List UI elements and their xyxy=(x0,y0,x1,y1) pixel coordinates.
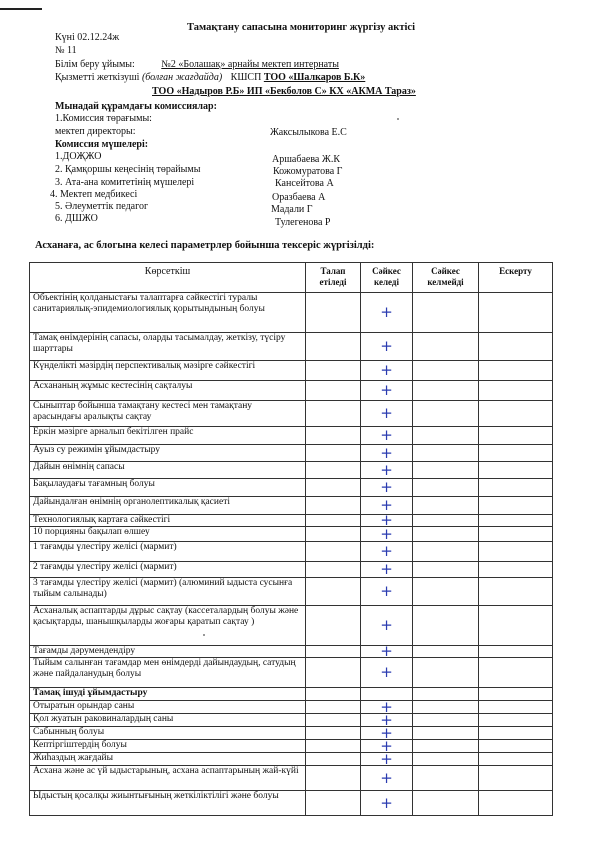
member-name: Аршабаева Ж.К xyxy=(272,154,340,165)
compliant-mark: + xyxy=(361,293,413,333)
compliant-mark: + xyxy=(361,361,413,381)
supplier-kshsp: КШСП xyxy=(230,72,262,83)
supplier-line-2: ТОО «Надыров Р.Б» ИП «Бекболов С» КХ «АКМА Тараз» xyxy=(152,86,416,97)
supplier-label: Қызметті жеткізуші xyxy=(55,72,140,83)
note-cell xyxy=(479,333,553,361)
note-cell xyxy=(479,646,553,658)
compliant-mark: + xyxy=(361,658,413,688)
table-row xyxy=(30,542,553,562)
top-rule xyxy=(0,8,42,10)
compliant-mark: + xyxy=(361,542,413,562)
criterion-cell: Тыйым салынған тағамдар мен өнімдерді дайындаудың, сатудың және пайдаланудың болуы xyxy=(30,658,306,688)
required-cell xyxy=(306,527,361,542)
page-title: Тамақтану сапасына мониторинг жүргізу актісі xyxy=(187,22,415,33)
table-row xyxy=(30,527,553,542)
compliant-mark: + xyxy=(361,714,413,727)
criterion-cell: 3 тағамды үлестіру желісі (мармит) (алюминий ыдыста сусынға тыйым салынады) xyxy=(30,578,306,606)
criterion-cell: Бақылаудағы тағамның болуы xyxy=(30,479,306,497)
member-name: Тулегенова Р xyxy=(275,217,331,228)
noncompliant-cell xyxy=(413,701,479,714)
noncompliant-cell xyxy=(413,766,479,791)
member-role: 6. ДШЖО xyxy=(55,213,98,224)
note-cell xyxy=(479,701,553,714)
compliant-mark: + xyxy=(361,462,413,479)
criterion-cell: Тамақ өнімдерінің сапасы, оларды тасымалдау, жеткізу, түсіру шарттары xyxy=(30,333,306,361)
note-cell xyxy=(479,791,553,816)
criterion-cell: Ыдыстың қосалқы жиынтығының жеткіліктілігі және болуы xyxy=(30,791,306,816)
required-cell xyxy=(306,578,361,606)
criterion-cell: Ауыз су режимін ұйымдастыру xyxy=(30,445,306,462)
criterion-cell: Кептіргіштердің болуы xyxy=(30,740,306,753)
inspection-table xyxy=(29,262,553,816)
criterion-cell: Жиһаздың жағдайы xyxy=(30,753,306,766)
noncompliant-cell xyxy=(413,727,479,740)
table-row xyxy=(30,727,553,740)
note-cell xyxy=(479,542,553,562)
note-cell xyxy=(479,753,553,766)
noncompliant-cell xyxy=(413,542,479,562)
required-cell xyxy=(306,753,361,766)
noncompliant-cell xyxy=(413,658,479,688)
note-cell xyxy=(479,727,553,740)
speck xyxy=(397,118,399,120)
required-cell xyxy=(306,646,361,658)
noncompliant-cell xyxy=(413,740,479,753)
required-cell xyxy=(306,497,361,515)
table-row xyxy=(30,361,553,381)
number-line: № 11 xyxy=(55,45,77,56)
note-cell xyxy=(479,740,553,753)
noncompliant-cell xyxy=(413,753,479,766)
required-cell xyxy=(306,333,361,361)
note-cell xyxy=(479,381,553,401)
required-cell xyxy=(306,606,361,646)
criterion-cell: Асхана және ас үй ыдыстарының, асхана аспаптарының жай-күйі xyxy=(30,766,306,791)
org-label: Білім беру ұйымы: xyxy=(55,59,135,70)
criterion-cell: Сыныптар бойынша тамақтану кестесі мен тамақтану арасындағы аралықты сақтау xyxy=(30,401,306,427)
note-cell xyxy=(479,714,553,727)
compliant-mark: + xyxy=(361,753,413,766)
compliant-mark: + xyxy=(361,740,413,753)
required-cell xyxy=(306,766,361,791)
col-header-noncompliant: Сәйкес келмейді xyxy=(413,263,479,293)
noncompliant-cell xyxy=(413,562,479,578)
table-row xyxy=(30,381,553,401)
table-section-row xyxy=(30,688,553,701)
note-cell xyxy=(479,445,553,462)
note-cell xyxy=(479,578,553,606)
table-row xyxy=(30,714,553,727)
noncompliant-cell xyxy=(413,445,479,462)
criterion-cell: Сабынның болуы xyxy=(30,727,306,740)
note-cell xyxy=(479,688,553,701)
col-header-criterion: Көрсеткіш xyxy=(30,263,306,293)
member-name: Мадали Г xyxy=(271,204,313,215)
compliant-mark: + xyxy=(361,646,413,658)
member-role: 4. Мектеп медбикесі xyxy=(50,189,138,200)
compliant-mark: + xyxy=(361,527,413,542)
compliant-mark: + xyxy=(361,727,413,740)
compliant-mark: + xyxy=(361,515,413,527)
table-header-row xyxy=(30,263,553,293)
criterion-cell: 2 тағамды үлестіру желісі (мармит) xyxy=(30,562,306,578)
noncompliant-cell xyxy=(413,578,479,606)
required-cell xyxy=(306,688,361,701)
compliant-mark: + xyxy=(361,766,413,791)
required-cell xyxy=(306,562,361,578)
commission-heading: Мынадай құрамдағы комиссиялар: xyxy=(55,101,217,112)
table-row xyxy=(30,578,553,606)
compliant-mark: + xyxy=(361,333,413,361)
criterion-cell: Дайындалған өнімнің органолептикалық қасиеті xyxy=(30,497,306,515)
criterion-cell: Күнделікті мәзірдің перспективалық мәзірге сәйкестігі xyxy=(30,361,306,381)
criterion-cell: Объектінің қолданыстағы талаптарға сәйкестігі туралы санитариялық-эпидемиологиялық қорытындының болуы xyxy=(30,293,306,333)
member-name: Оразбаева А xyxy=(272,192,326,203)
note-cell xyxy=(479,462,553,479)
criterion-cell: Отыратын орындар саны xyxy=(30,701,306,714)
note-cell xyxy=(479,479,553,497)
compliant-mark: + xyxy=(361,445,413,462)
noncompliant-cell xyxy=(413,646,479,658)
noncompliant-cell xyxy=(413,479,479,497)
criterion-cell: Дайын өнімнің сапасы xyxy=(30,462,306,479)
compliant-mark: + xyxy=(361,578,413,606)
table-row xyxy=(30,479,553,497)
table-row xyxy=(30,606,553,646)
table-row xyxy=(30,445,553,462)
required-cell xyxy=(306,479,361,497)
table-row xyxy=(30,293,553,333)
organization-line xyxy=(55,59,339,70)
note-cell xyxy=(479,515,553,527)
compliant-mark: + xyxy=(361,497,413,515)
member-role: 1.ДОҖЖО xyxy=(55,151,102,162)
criterion-cell: Асхананың жұмыс кестесінің сақталуы xyxy=(30,381,306,401)
required-cell xyxy=(306,445,361,462)
compliant-mark: + xyxy=(361,606,413,646)
noncompliant-cell xyxy=(413,333,479,361)
required-cell xyxy=(306,740,361,753)
note-cell xyxy=(479,293,553,333)
required-cell xyxy=(306,401,361,427)
note-cell xyxy=(479,766,553,791)
required-cell xyxy=(306,714,361,727)
member-name: Кожомуратова Г xyxy=(273,166,343,177)
table-row xyxy=(30,658,553,688)
table-row xyxy=(30,497,553,515)
table-row xyxy=(30,646,553,658)
required-cell xyxy=(306,381,361,401)
table-row xyxy=(30,753,553,766)
criterion-cell: Еркін мәзірге арналып бекітілген прайс xyxy=(30,427,306,445)
note-cell xyxy=(479,497,553,515)
supplier-note: (болған жағдайда) xyxy=(141,72,223,83)
noncompliant-cell xyxy=(413,527,479,542)
note-cell xyxy=(479,658,553,688)
table-row xyxy=(30,562,553,578)
compliant-mark: + xyxy=(361,562,413,578)
table-row xyxy=(30,701,553,714)
required-cell xyxy=(306,658,361,688)
criterion-cell: Қол жуатын раковиналардың саны xyxy=(30,714,306,727)
chair-label: 1.Комиссия төрағымы: xyxy=(55,113,152,124)
chair-name: Жаксылыкова Е.С xyxy=(270,127,347,138)
noncompliant-cell xyxy=(413,606,479,646)
compliant-mark: + xyxy=(361,479,413,497)
required-cell xyxy=(306,701,361,714)
note-cell xyxy=(479,527,553,542)
required-cell xyxy=(306,293,361,333)
required-cell xyxy=(306,427,361,445)
noncompliant-cell xyxy=(413,401,479,427)
compliant-mark: + xyxy=(361,381,413,401)
noncompliant-cell xyxy=(413,361,479,381)
member-role: 3. Ата-ана комитетінің мүшелері xyxy=(55,177,195,188)
compliant-mark: + xyxy=(361,791,413,816)
table-row xyxy=(30,427,553,445)
table-row xyxy=(30,791,553,816)
criterion-cell: Тамақ ішуді ұйымдастыру xyxy=(30,688,306,701)
noncompliant-cell xyxy=(413,497,479,515)
criterion-cell: 10 порцияны бақылап өлшеу xyxy=(30,527,306,542)
table-row xyxy=(30,401,553,427)
table-row xyxy=(30,333,553,361)
col-header-note: Ескерту xyxy=(479,263,553,293)
date-line: Күні 02.12.24ж xyxy=(55,32,120,43)
noncompliant-cell xyxy=(413,515,479,527)
compliant-mark: + xyxy=(361,701,413,714)
supplier-value-1: ТОО «Шалкаров Б.К» xyxy=(263,72,366,83)
noncompliant-cell xyxy=(413,791,479,816)
compliant-mark: + xyxy=(361,401,413,427)
noncompliant-cell xyxy=(413,462,479,479)
noncompliant-cell xyxy=(413,427,479,445)
inspection-heading: Асханаға, ас блогына келесі параметрлер бойынша тексеріс жүргізілді: xyxy=(35,240,375,251)
chair-role: мектеп директоры: xyxy=(55,126,136,137)
table-row xyxy=(30,515,553,527)
required-cell xyxy=(306,542,361,562)
supplier-line xyxy=(55,72,365,83)
noncompliant-cell xyxy=(413,293,479,333)
note-cell xyxy=(479,361,553,381)
required-cell xyxy=(306,462,361,479)
required-cell xyxy=(306,361,361,381)
members-heading: Комиссия мүшелері: xyxy=(55,139,149,150)
criterion-cell: Технологиялық картаға сәйкестігі xyxy=(30,515,306,527)
required-cell xyxy=(306,791,361,816)
required-cell xyxy=(306,515,361,527)
col-header-compliant: Сәйкес келеді xyxy=(361,263,413,293)
table-row xyxy=(30,462,553,479)
noncompliant-cell xyxy=(413,714,479,727)
org-value: №2 «Болашақ» арнайы мектеп интернаты xyxy=(161,59,339,70)
note-cell xyxy=(479,562,553,578)
table-row xyxy=(30,740,553,753)
note-cell xyxy=(479,606,553,646)
member-role: 2. Қамқоршы кеңесінің төрайымы xyxy=(55,164,201,175)
col-header-required: Талап етіледі xyxy=(306,263,361,293)
required-cell xyxy=(306,727,361,740)
member-name: Кансейтова А xyxy=(275,178,334,189)
criterion-cell: Асханалық аспаптарды дұрыс сақтау (кассеталардың болуы және қасықтарды, шанышқыларды жоғары қаратып сақтау ) xyxy=(30,606,306,646)
criterion-cell: Тағамды дәрумендендіру xyxy=(30,646,306,658)
member-role: 5. Әлеуметтік педагог xyxy=(55,201,149,212)
noncompliant-cell xyxy=(413,381,479,401)
note-cell xyxy=(479,427,553,445)
note-cell xyxy=(479,401,553,427)
noncompliant-cell xyxy=(413,688,479,701)
criterion-cell: 1 тағамды үлестіру желісі (мармит) xyxy=(30,542,306,562)
compliant-mark: + xyxy=(361,427,413,445)
table-row xyxy=(30,766,553,791)
